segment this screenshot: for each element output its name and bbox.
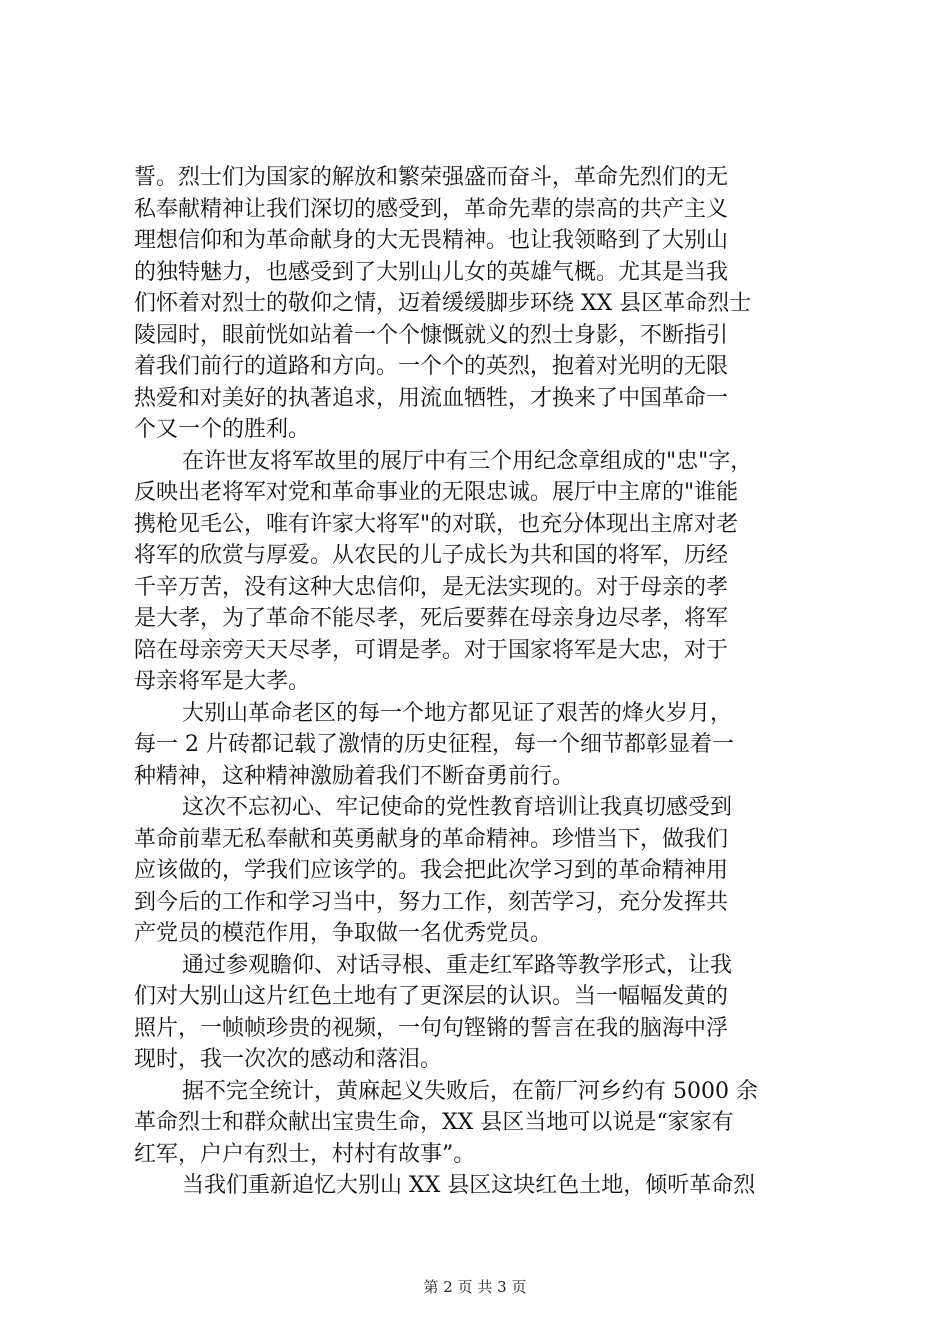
text-line: 照片，一帧帧珍贵的视频，一句句铿锵的誓言在我的脑海中浮 [134,1015,729,1041]
paragraph [134,1076,824,1171]
paragraph [134,162,824,446]
text-line: 千辛万苦，没有这种大忠信仰，是无法实现的。对于母亲的孝 [134,574,729,600]
page-footer: 第 2 页 共 3 页 [423,1278,527,1296]
text-line: 大别山革命老区的每一个地方都见证了艰苦的烽火岁月， [182,700,733,726]
paragraph [134,446,824,698]
text-line: 革命烈士和群众献出宝贵生命，XX 县区当地可以说是“家家有 [134,1110,734,1135]
text-line: 种精神，这种精神激励着我们不断奋勇前行。 [134,763,575,789]
text-line: 在许世友将军故里的展厅中有三个用纪念章组成的"忠"字， [182,448,753,474]
text-line: 是大孝，为了革命不能尽孝，死后要葬在母亲身边尽孝，将军 [134,606,729,631]
text-line: 理想信仰和为革命献身的大无畏精神。也让我领略到了大别山 [134,228,729,253]
text-line: 个又一个的胜利。 [134,417,311,442]
text-line: 将军的欣赏与厚爱。从农民的儿子成长为共和国的将军，历经 [134,543,729,568]
text-line: 每一 2 片砖都记载了激情的历史征程，每一个细节都彰显着一 [134,732,734,757]
text-line: 红军，户户有烈士，村村有故事”。 [134,1141,476,1167]
text-line: 应该做的，学我们应该学的。我会把此次学习到的革命精神用 [134,858,729,883]
text-line: 的独特魅力，也感受到了大别山儿女的英雄气概。尤其是当我 [134,259,729,285]
paragraph [134,792,824,950]
text-line: 产党员的模范作用，争取做一名优秀党员。 [134,921,553,946]
text-line: 通过参观瞻仰、对话寻根、重走红军路等教学形式，让我 [182,952,733,978]
text-line: 当我们重新追忆大别山 XX 县区这块红色土地，倾听革命烈 [182,1173,756,1198]
text-line: 据不完全统计，黄麻起义失败后，在箭厂河乡约有 5000 余 [182,1078,758,1104]
text-line: 携枪见毛公，唯有许家大将军"的对联，也充分体现出主席对老 [134,511,739,537]
text-line: 反映出老将军对党和革命事业的无限忠诚。展厅中主席的"谁能 [134,480,739,505]
paragraph [134,950,824,1076]
text-line: 革命前辈无私奉献和英勇献身的革命精神。珍惜当下，做我们 [134,826,729,852]
text-line: 誓。烈士们为国家的解放和繁荣强盛而奋斗，革命先烈们的无 [134,165,729,190]
text-line: 到今后的工作和学习当中，努力工作，刻苦学习，充分发挥共 [134,889,729,915]
paragraph [134,698,824,793]
text-line: 这次不忘初心、牢记使命的党性教育培训让我真切感受到 [182,795,733,820]
text-line: 陪在母亲旁天天尽孝，可谓是孝。对于国家将军是大忠，对于 [134,637,729,663]
text-line: 私奉献精神让我们深切的感受到，革命先辈的崇高的共产主义 [134,196,729,222]
text-line: 着我们前行的道路和方向。一个个的英烈，抱着对光明的无限 [134,354,729,379]
text-line: 母亲将军是大孝。 [134,669,311,694]
text-line: 陵园时，眼前恍如站着一个个慷慨就义的烈士身影，不断指引 [134,322,729,348]
text-line: 们对大别山这片红色土地有了更深层的认识。当一幅幅发黄的 [134,984,729,1009]
document-body [134,162,824,1202]
paragraph [134,1170,824,1202]
text-line: 热爱和对美好的执著追求，用流血牺牲，才换来了中国革命一 [134,385,729,411]
text-line: 现时，我一次次的感动和落泪。 [134,1047,443,1072]
text-line: 们怀着对烈士的敬仰之情，迈着缓缓脚步环绕 XX 县区革命烈士 [134,291,752,316]
